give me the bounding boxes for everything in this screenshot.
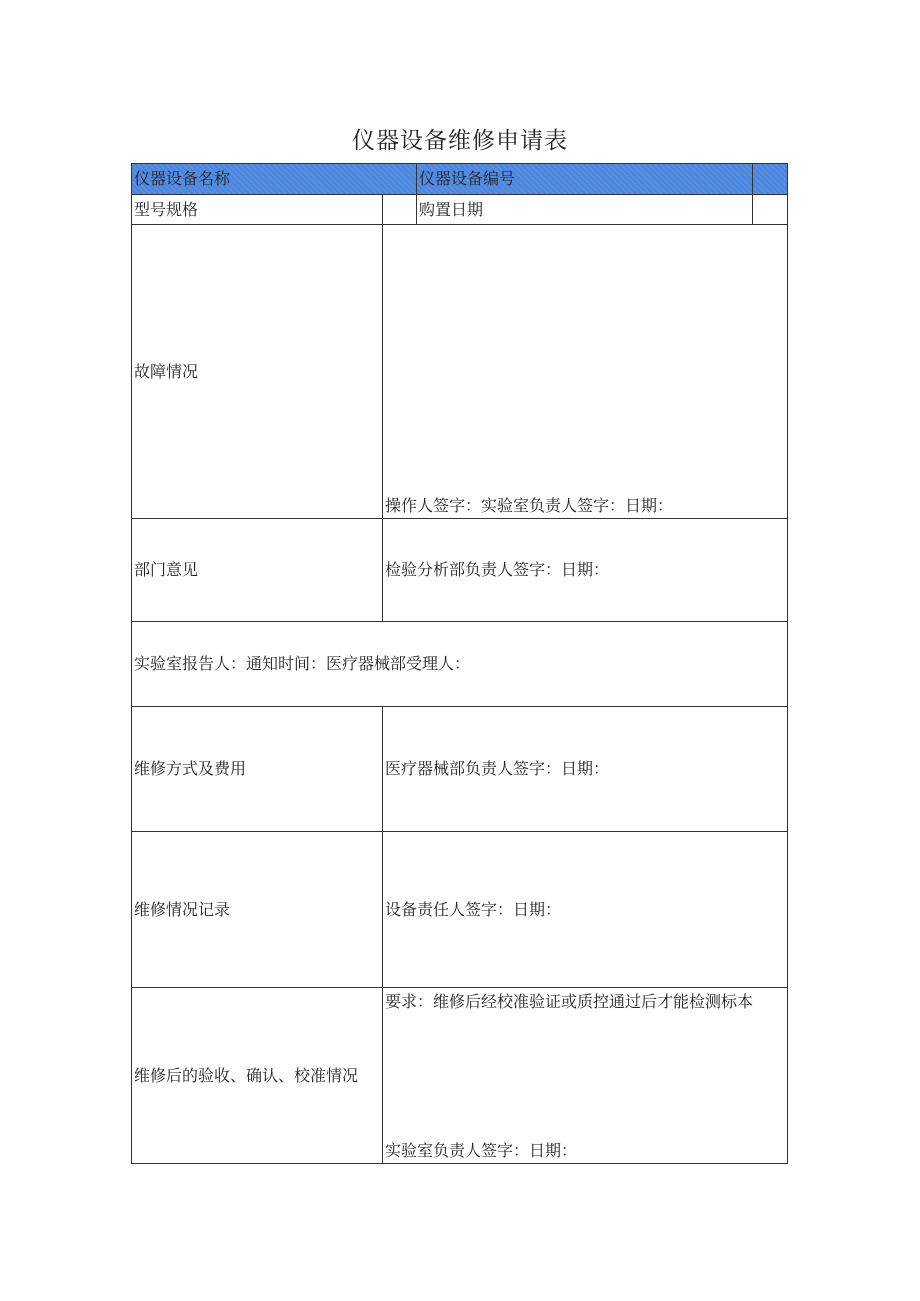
lab-report-text: 实验室报告人：通知时间：医疗器械部受理人： bbox=[134, 654, 471, 673]
form-title: 仪器设备维修申请表 bbox=[352, 128, 568, 154]
repair-request-table bbox=[131, 163, 788, 1164]
acceptance-label: 维修后的验收、确认、校准情况 bbox=[131, 987, 383, 1164]
fault-content[interactable] bbox=[382, 224, 788, 519]
fault-label: 故障情况 bbox=[131, 224, 383, 519]
acceptance-signature: 实验室负责人签字：日期： bbox=[385, 1141, 578, 1160]
purchase-date-label: 购置日期 bbox=[416, 194, 753, 225]
department-opinion-label: 部门意见 bbox=[131, 518, 383, 622]
repair-method-content[interactable] bbox=[382, 706, 788, 832]
department-opinion-content[interactable] bbox=[382, 518, 788, 622]
purchase-date-value[interactable] bbox=[752, 194, 788, 225]
repair-method-label: 维修方式及费用 bbox=[131, 706, 383, 832]
fault-signature: 操作人签字：实验室负责人签字：日期： bbox=[385, 496, 674, 515]
model-spec-value[interactable] bbox=[382, 194, 417, 225]
repair-record-label: 维修情况记录 bbox=[131, 831, 383, 988]
equipment-number-label: 仪器设备编号 bbox=[416, 163, 753, 195]
repair-method-signature: 医疗器械部负责人签字：日期： bbox=[385, 759, 610, 778]
equipment-name-label: 仪器设备名称 bbox=[131, 163, 417, 195]
repair-record-content[interactable] bbox=[382, 831, 788, 988]
equipment-number-value[interactable] bbox=[752, 163, 788, 195]
model-spec-label: 型号规格 bbox=[131, 194, 383, 225]
acceptance-requirement: 要求：维修后经校准验证或质控通过后才能检测标本 bbox=[385, 992, 754, 1011]
lab-report-row[interactable] bbox=[131, 621, 788, 707]
repair-record-signature: 设备责任人签字：日期： bbox=[385, 899, 562, 919]
acceptance-content[interactable] bbox=[382, 987, 788, 1164]
department-signature: 检验分析部负责人签字：日期： bbox=[385, 560, 610, 579]
